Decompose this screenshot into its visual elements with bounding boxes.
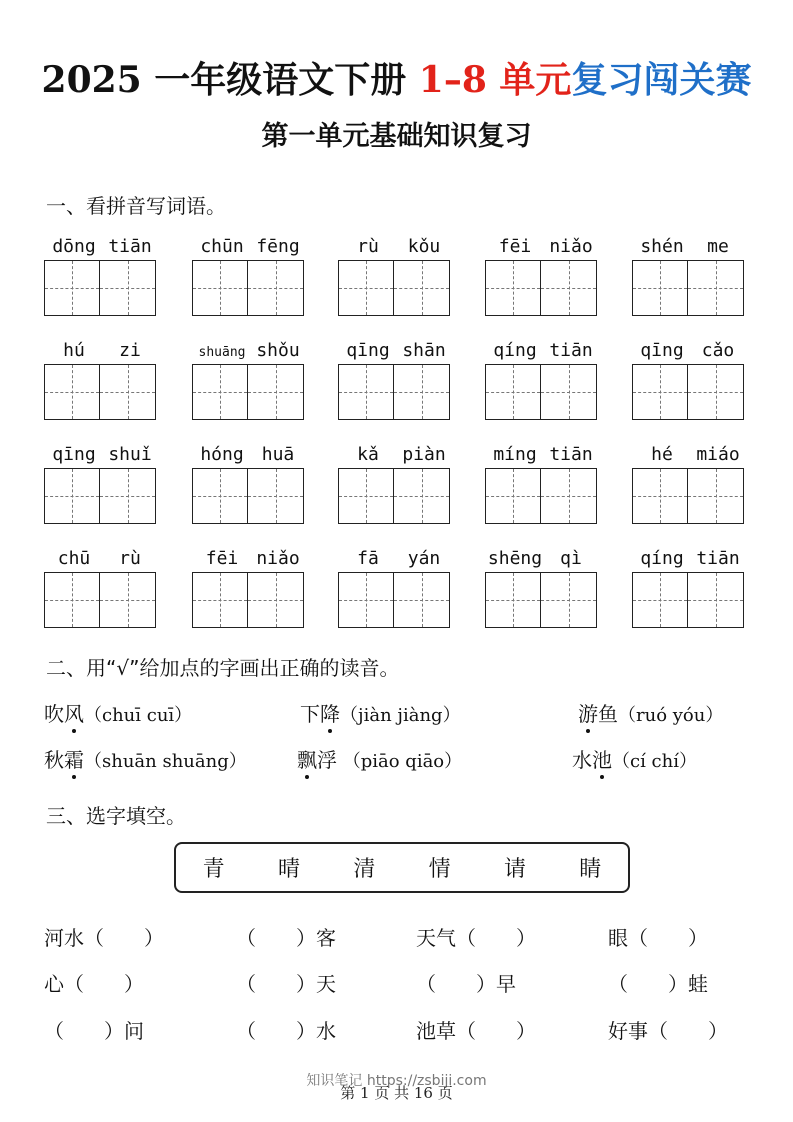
pinyin-word xyxy=(338,340,454,364)
pinyin-syllable: míng xyxy=(493,444,537,465)
fill-blank[interactable]: （ ）客 xyxy=(236,926,336,950)
pinyin-syllable: hóng xyxy=(200,444,244,465)
pinyin-word xyxy=(485,340,601,364)
writing-box[interactable] xyxy=(192,572,248,628)
pinyin-label xyxy=(338,444,454,468)
pinyin-syllable: me xyxy=(707,236,729,257)
word-char: 秋 xyxy=(44,748,64,772)
page-title xyxy=(0,52,793,103)
section1-heading: 一、看拼音写词语。 xyxy=(46,194,226,218)
pinyin-syllable: tiān xyxy=(696,548,740,569)
section2-heading: 二、用“√”给加点的字画出正确的读音。 xyxy=(46,656,400,680)
choice-char: 睛 xyxy=(579,857,602,882)
tian-grid-boxes xyxy=(338,468,450,524)
writing-box[interactable] xyxy=(248,364,304,420)
pinyin-label xyxy=(338,548,454,572)
pinyin-syllable: shǒu xyxy=(256,340,300,361)
writing-box[interactable] xyxy=(688,260,744,316)
pinyin-syllable: chūn xyxy=(200,236,244,257)
pinyin-label xyxy=(485,548,601,572)
writing-box[interactable] xyxy=(248,260,304,316)
title-review: 复习闯关赛 xyxy=(571,59,752,101)
writing-box[interactable] xyxy=(100,468,156,524)
pinyin-label xyxy=(44,236,160,260)
writing-box[interactable] xyxy=(541,572,597,628)
pinyin-syllable: qíng xyxy=(640,548,684,569)
pinyin-word xyxy=(632,548,748,572)
pinyin-word xyxy=(192,548,308,572)
pinyin-label xyxy=(44,340,160,364)
pinyin-syllable: huā xyxy=(261,444,295,465)
reading-item[interactable] xyxy=(44,698,192,727)
pinyin-word xyxy=(44,340,160,364)
tian-grid-boxes xyxy=(485,260,597,316)
tian-grid-boxes xyxy=(192,468,304,524)
title-units: 1–8 单元 xyxy=(418,59,572,101)
dotted-char: 池 xyxy=(592,744,612,773)
writing-box[interactable] xyxy=(44,260,100,316)
pinyin-options[interactable]: （chuī cuī） xyxy=(84,705,193,726)
writing-box[interactable] xyxy=(338,260,394,316)
writing-box[interactable] xyxy=(192,364,248,420)
word-char: 鱼 xyxy=(598,702,618,726)
writing-box[interactable] xyxy=(44,572,100,628)
pinyin-label xyxy=(44,444,160,468)
tian-grid-boxes xyxy=(632,468,744,524)
page-number: 第 1 页 共 16 页 xyxy=(340,1084,453,1102)
writing-box[interactable] xyxy=(485,364,541,420)
pinyin-syllable: zi xyxy=(119,340,141,361)
pinyin-syllable: kǒu xyxy=(407,236,441,257)
fill-blank[interactable]: 心（ ） xyxy=(44,972,144,996)
pinyin-syllable: shēng xyxy=(487,548,543,569)
writing-box[interactable] xyxy=(44,364,100,420)
pinyin-word xyxy=(44,444,160,468)
tian-grid-boxes xyxy=(485,572,597,628)
pinyin-label xyxy=(192,444,308,468)
pinyin-word xyxy=(485,444,601,468)
pinyin-syllable: shuǐ xyxy=(108,444,152,465)
pinyin-syllable: yán xyxy=(407,548,441,569)
writing-box[interactable] xyxy=(541,260,597,316)
pinyin-label xyxy=(192,548,308,572)
dotted-char: 游 xyxy=(578,698,598,727)
pinyin-label xyxy=(44,548,160,572)
pinyin-syllable: miáo xyxy=(696,444,740,465)
tian-grid-boxes xyxy=(44,260,156,316)
pinyin-syllable: fēng xyxy=(256,236,300,257)
pinyin-syllable: qīng xyxy=(346,340,390,361)
writing-box[interactable] xyxy=(192,260,248,316)
pinyin-word xyxy=(632,444,748,468)
pinyin-label xyxy=(632,236,748,260)
writing-box[interactable] xyxy=(338,364,394,420)
writing-box[interactable] xyxy=(248,468,304,524)
pinyin-options[interactable]: （shuān shuāng） xyxy=(84,751,247,772)
pinyin-label xyxy=(485,236,601,260)
pinyin-syllable: cǎo xyxy=(701,340,735,361)
fill-blank[interactable]: （ ）早 xyxy=(416,972,516,996)
tian-grid-boxes xyxy=(632,572,744,628)
tian-grid-boxes xyxy=(338,260,450,316)
choice-char: 请 xyxy=(503,857,526,882)
writing-box[interactable] xyxy=(394,572,450,628)
fill-blank[interactable]: （ ）水 xyxy=(236,1019,336,1043)
pinyin-syllable: hé xyxy=(651,444,673,465)
pinyin-syllable: tiān xyxy=(549,444,593,465)
pinyin-label xyxy=(632,444,748,468)
tian-grid-boxes xyxy=(192,572,304,628)
fill-blank[interactable]: 眼（ ） xyxy=(608,926,708,950)
writing-box[interactable] xyxy=(688,364,744,420)
word-char: 下 xyxy=(300,702,320,726)
tian-grid-boxes xyxy=(44,364,156,420)
pinyin-syllable: qīng xyxy=(640,340,684,361)
watermark: 知识笔记 https://zsbiji.com xyxy=(306,1073,487,1089)
pinyin-syllable: rù xyxy=(357,236,379,257)
pinyin-syllable: qíng xyxy=(493,340,537,361)
writing-box[interactable] xyxy=(394,364,450,420)
pinyin-label xyxy=(192,236,308,260)
tian-grid-boxes xyxy=(338,364,450,420)
tian-grid-boxes xyxy=(485,468,597,524)
writing-box[interactable] xyxy=(394,260,450,316)
pinyin-syllable: dōng xyxy=(52,236,96,257)
writing-box[interactable] xyxy=(688,572,744,628)
word-char: 水 xyxy=(572,748,592,772)
fill-blank[interactable]: 河水（ ） xyxy=(44,926,164,950)
pinyin-syllable: niǎo xyxy=(256,548,300,569)
dotted-char: 降 xyxy=(320,698,340,727)
tian-grid-boxes xyxy=(44,572,156,628)
character-choice-box xyxy=(174,842,630,893)
writing-box[interactable] xyxy=(100,572,156,628)
tian-grid-boxes xyxy=(192,364,304,420)
pinyin-label xyxy=(485,444,601,468)
pinyin-label xyxy=(338,236,454,260)
pinyin-syllable: fēi xyxy=(205,548,239,569)
writing-box[interactable] xyxy=(248,572,304,628)
pinyin-word xyxy=(192,444,308,468)
writing-box[interactable] xyxy=(485,468,541,524)
writing-box[interactable] xyxy=(485,260,541,316)
writing-box[interactable] xyxy=(541,364,597,420)
pinyin-options[interactable]: （piāo qiāo） xyxy=(337,751,463,772)
writing-box[interactable] xyxy=(394,468,450,524)
writing-box[interactable] xyxy=(100,260,156,316)
reading-item[interactable] xyxy=(578,698,723,727)
pinyin-word xyxy=(632,236,748,260)
fill-blank[interactable]: 天气（ ） xyxy=(416,926,536,950)
pinyin-word xyxy=(44,236,160,260)
pinyin-label xyxy=(485,340,601,364)
word-char: 浮 xyxy=(317,748,337,772)
tian-grid-boxes xyxy=(632,364,744,420)
pinyin-word xyxy=(338,548,454,572)
pinyin-word xyxy=(44,548,160,572)
section3-heading: 三、选字填空。 xyxy=(46,804,186,828)
pinyin-label xyxy=(192,340,308,364)
choice-char: 晴 xyxy=(277,857,300,882)
fill-blank[interactable]: （ ）蛙 xyxy=(608,972,708,996)
tian-grid-boxes xyxy=(338,572,450,628)
pinyin-word xyxy=(192,340,308,364)
reading-item[interactable] xyxy=(300,698,461,727)
pinyin-syllable: shān xyxy=(402,340,446,361)
pinyin-syllable: kǎ xyxy=(357,444,379,465)
fill-blank[interactable]: 好事（ ） xyxy=(608,1019,728,1043)
dotted-char: 风 xyxy=(64,698,84,727)
choice-char: 青 xyxy=(202,857,225,882)
writing-box[interactable] xyxy=(541,468,597,524)
choice-char: 情 xyxy=(428,857,451,882)
writing-box[interactable] xyxy=(338,468,394,524)
pinyin-label xyxy=(632,548,748,572)
pinyin-label xyxy=(632,340,748,364)
page-subtitle: 第一单元基础知识复习 xyxy=(261,121,532,152)
pinyin-syllable: piàn xyxy=(402,444,446,465)
tian-grid-boxes xyxy=(485,364,597,420)
pinyin-syllable: qīng xyxy=(52,444,96,465)
pinyin-options[interactable]: （ruó yóu） xyxy=(618,705,724,726)
pinyin-word xyxy=(338,236,454,260)
dotted-char: 霜 xyxy=(64,744,84,773)
writing-box[interactable] xyxy=(338,572,394,628)
pinyin-options[interactable]: （cí chí） xyxy=(612,751,697,772)
pinyin-syllable: rù xyxy=(119,548,141,569)
dotted-char: 飘 xyxy=(297,744,317,773)
pinyin-syllable: qì xyxy=(560,548,582,569)
writing-box[interactable] xyxy=(632,260,688,316)
tian-grid-boxes xyxy=(192,260,304,316)
tian-grid-boxes xyxy=(44,468,156,524)
pinyin-word xyxy=(338,444,454,468)
writing-box[interactable] xyxy=(632,364,688,420)
fill-blank[interactable]: （ ）问 xyxy=(44,1019,144,1043)
reading-item[interactable] xyxy=(297,744,462,773)
pinyin-syllable: tiān xyxy=(549,340,593,361)
fill-blank[interactable]: （ ）天 xyxy=(236,972,336,996)
tian-grid-boxes xyxy=(632,260,744,316)
pinyin-syllable: shén xyxy=(640,236,684,257)
pinyin-syllable: tiān xyxy=(108,236,152,257)
pinyin-syllable: chū xyxy=(57,548,91,569)
pinyin-word xyxy=(632,340,748,364)
pinyin-label xyxy=(338,340,454,364)
word-char: 吹 xyxy=(44,702,64,726)
writing-box[interactable] xyxy=(688,468,744,524)
pinyin-syllable: shuāng xyxy=(198,345,246,360)
choice-char: 清 xyxy=(353,857,376,882)
pinyin-word xyxy=(485,548,601,572)
pinyin-options[interactable]: （jiàn jiàng） xyxy=(340,705,461,726)
writing-box[interactable] xyxy=(44,468,100,524)
reading-item[interactable] xyxy=(44,744,247,773)
writing-box[interactable] xyxy=(632,468,688,524)
fill-blank[interactable]: 池草（ ） xyxy=(416,1019,536,1043)
writing-box[interactable] xyxy=(485,572,541,628)
title-main: 2025 一年级语文下册 xyxy=(41,59,419,101)
pinyin-syllable: fēi xyxy=(498,236,532,257)
writing-box[interactable] xyxy=(192,468,248,524)
pinyin-syllable: niǎo xyxy=(549,236,593,257)
pinyin-word xyxy=(485,236,601,260)
pinyin-word xyxy=(192,236,308,260)
pinyin-syllable: fā xyxy=(357,548,379,569)
writing-box[interactable] xyxy=(100,364,156,420)
pinyin-syllable: hú xyxy=(63,340,85,361)
writing-box[interactable] xyxy=(632,572,688,628)
reading-item[interactable] xyxy=(572,744,697,773)
